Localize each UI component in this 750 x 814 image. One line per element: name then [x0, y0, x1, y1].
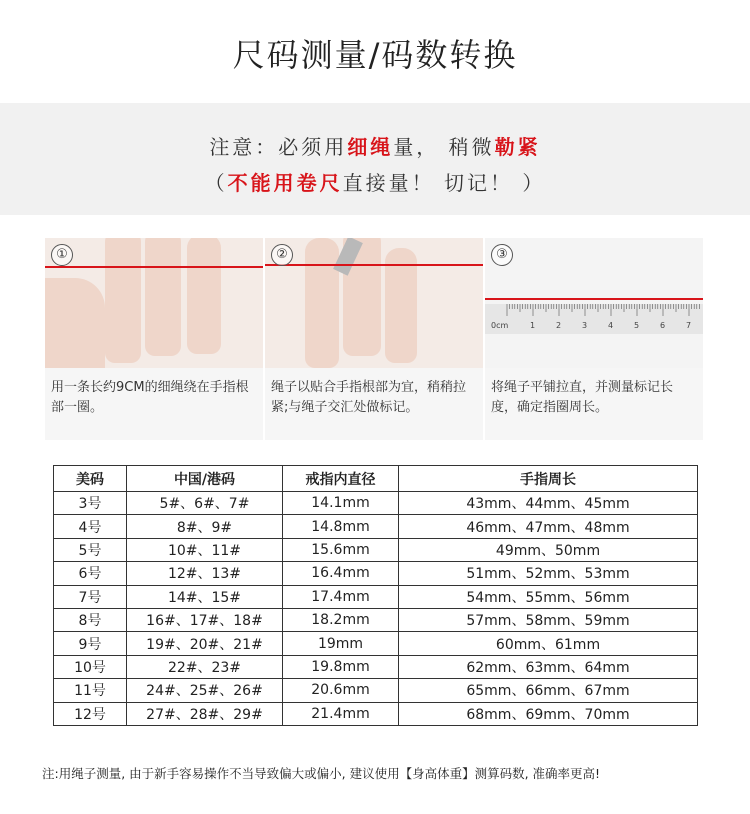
- table-cell: 8号: [54, 608, 127, 631]
- ruler-label: 1: [530, 321, 536, 330]
- table-cell: 10号: [54, 655, 127, 678]
- step-number: ③: [491, 244, 513, 266]
- step-1-description: 用一条长约9CM的细绳绕在手指根部一圈。: [51, 380, 249, 415]
- step-3-photo: [485, 238, 703, 368]
- table-cell: 12#、13#: [127, 562, 283, 585]
- table-cell: 22#、23#: [127, 655, 283, 678]
- footnote: 注:用绳子测量, 由于新手容易操作不当导致偏大或偏小, 建议使用【身高体重】测算码数, 准确率更高!: [42, 766, 601, 781]
- table-header: 手指周长: [399, 466, 698, 492]
- table-cell: 9号: [54, 632, 127, 655]
- table-row: [54, 655, 698, 678]
- table-row: [54, 538, 698, 561]
- table-cell: 21.4mm: [283, 702, 399, 725]
- ruler-label: 6: [660, 321, 666, 330]
- ruler-label: 7: [686, 321, 692, 330]
- notice-line-2: [0, 167, 750, 196]
- string-line: [265, 264, 483, 266]
- table-row: [54, 679, 698, 702]
- ruler-label: 2: [556, 321, 562, 330]
- notice-text: （: [204, 171, 228, 195]
- notice-text: 直接量！ 切记！ ）: [342, 171, 546, 195]
- step-1-photo: [45, 238, 263, 368]
- ruler-label: 4: [608, 321, 614, 330]
- string-line: [45, 266, 263, 268]
- table-cell: 4号: [54, 515, 127, 538]
- table-cell: 18.2mm: [283, 608, 399, 631]
- table-cell: 14.8mm: [283, 515, 399, 538]
- step-number: ②: [271, 244, 293, 266]
- table-cell: 8#、9#: [127, 515, 283, 538]
- table-cell: 51mm、52mm、53mm: [399, 562, 698, 585]
- table-cell: 3号: [54, 492, 127, 515]
- notice-highlight: 细绳: [347, 135, 394, 159]
- finger-shape: [187, 238, 221, 354]
- table-cell: 54mm、55mm、56mm: [399, 585, 698, 608]
- table-row: [54, 632, 698, 655]
- table-cell: 14.1mm: [283, 492, 399, 515]
- table-cell: 14#、15#: [127, 585, 283, 608]
- table-cell: 68mm、69mm、70mm: [399, 702, 698, 725]
- table-cell: 24#、25#、26#: [127, 679, 283, 702]
- table-cell: 60mm、61mm: [399, 632, 698, 655]
- step-3-description: 将绳子平铺拉直，并测量标记长度，确定指圈周长。: [491, 380, 674, 415]
- table-row: [54, 702, 698, 725]
- table-cell: 16#、17#、18#: [127, 608, 283, 631]
- table-row: [54, 492, 698, 515]
- notice-text: 量， 稍微: [393, 135, 495, 159]
- finger-shape: [145, 238, 181, 356]
- table-cell: 57mm、58mm、59mm: [399, 608, 698, 631]
- table-cell: 65mm、66mm、67mm: [399, 679, 698, 702]
- step-2-description: 绳子以贴合手指根部为宜，稍稍拉紧;与绳子交汇处做标记。: [271, 380, 467, 415]
- table-cell: 6号: [54, 562, 127, 585]
- table-cell: 10#、11#: [127, 538, 283, 561]
- table-header-row: [54, 466, 698, 492]
- size-conversion-table: [53, 465, 698, 726]
- string-line: [485, 298, 703, 300]
- table-cell: 27#、28#、29#: [127, 702, 283, 725]
- table-cell: 49mm、50mm: [399, 538, 698, 561]
- notice-highlight: 不能用卷尺: [227, 171, 343, 195]
- step-3-card: [485, 238, 703, 440]
- notice-line-1: [0, 131, 750, 160]
- table-cell: 20.6mm: [283, 679, 399, 702]
- table-cell: 19.8mm: [283, 655, 399, 678]
- table-row: [54, 562, 698, 585]
- table-header: 美码: [54, 466, 127, 492]
- table-cell: 16.4mm: [283, 562, 399, 585]
- finger-shape: [305, 238, 339, 368]
- notice-text: 注意：必须用: [209, 135, 348, 159]
- step-2-card: [265, 238, 483, 440]
- ruler: [485, 304, 703, 344]
- table-header: 戒指内直径: [283, 466, 399, 492]
- finger-shape: [105, 238, 141, 363]
- ruler-label: 5: [634, 321, 640, 330]
- table-cell: 11号: [54, 679, 127, 702]
- table-cell: 12号: [54, 702, 127, 725]
- table-cell: 19#、20#、21#: [127, 632, 283, 655]
- table-cell: 15.6mm: [283, 538, 399, 561]
- ruler-label: 3: [582, 321, 588, 330]
- table-row: [54, 608, 698, 631]
- notice-banner: [0, 103, 750, 215]
- table-cell: 19mm: [283, 632, 399, 655]
- palm-shape: [45, 278, 105, 368]
- table-header: 中国/港码: [127, 466, 283, 492]
- table-cell: 17.4mm: [283, 585, 399, 608]
- step-1-card: [45, 238, 263, 440]
- notice-highlight: 勒紧: [494, 135, 541, 159]
- table-cell: 46mm、47mm、48mm: [399, 515, 698, 538]
- table-cell: 62mm、63mm、64mm: [399, 655, 698, 678]
- table-cell: 5#、6#、7#: [127, 492, 283, 515]
- table-row: [54, 515, 698, 538]
- table-cell: 5号: [54, 538, 127, 561]
- table-row: [54, 585, 698, 608]
- table-cell: 43mm、44mm、45mm: [399, 492, 698, 515]
- table-cell: 7号: [54, 585, 127, 608]
- step-2-photo: [265, 238, 483, 368]
- page-title: 尺码测量/码数转换: [232, 36, 518, 74]
- ruler-label: 0cm: [491, 321, 509, 330]
- step-number: ①: [51, 244, 73, 266]
